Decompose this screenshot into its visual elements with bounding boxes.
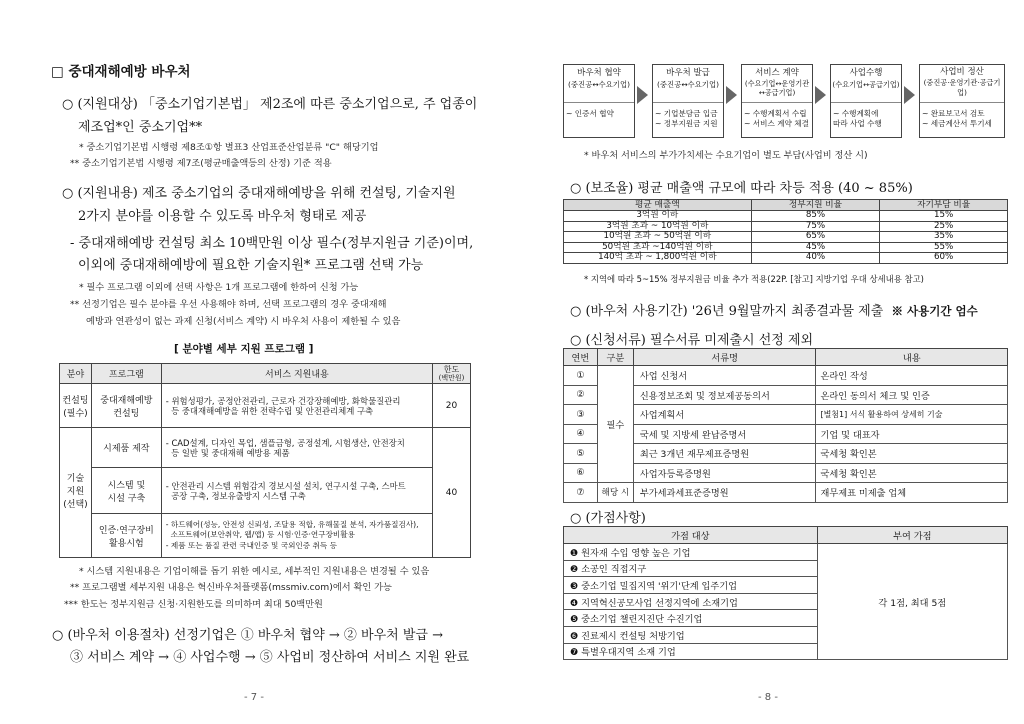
doc-name: 부가세과세표준증명원 — [633, 483, 816, 503]
col-program: 프로그램 — [91, 364, 161, 384]
col-self-ratio: 자기부담 비율 — [880, 200, 1008, 211]
self-ratio-cell: 55% — [880, 242, 1008, 253]
subsidy-rate-title: ○ (보조율) 평균 매출액 규모에 따라 차등 적용 (40 ~ 85%) — [570, 181, 913, 196]
note-4b: 예방과 연관성이 없는 과제 신청(서비스 계약) 시 바우처 사용이 제한될 수 있음 — [86, 316, 401, 327]
bonus-item-label: 중소기업 챌린지진단 수진기업 — [581, 614, 703, 626]
revenue-cell: 50억원 초과 ~140억원 이하 — [564, 242, 752, 253]
doc-type-required: 필수 — [597, 366, 633, 483]
section-title: □ 중대재해예방 바우처 — [51, 64, 191, 80]
revenue-cell: 10억원 초과 ~ 50억원 이하 — [564, 232, 752, 243]
table-row: 컨설팅 (필수) 중대재해예방 컨설팅 - 위험성평가, 공정안전관리, 근로자 건강장해예방, 화학물질관리 등 중대재해예방을 위한 전략수립 및 안전관리체계 구축 20 — [60, 384, 471, 428]
number-badge-icon: ❺ — [570, 614, 579, 626]
col-gov-ratio: 정부지원 비율 — [751, 200, 880, 211]
doc-number: ④ — [564, 424, 598, 444]
procedure-line1: ○ (바우처 이용절차) 선정기업은 ① 바우처 협약 → ② 바우처 발급 → — [52, 628, 444, 643]
col-no: 연번 — [564, 349, 598, 366]
table-row: 기술 지원 (선택) 시제품 제작 - CAD설계, 디자인 목업, 샘플금형, 공정설계, 시험생산, 안전장치 등 일반 및 중대재해 예방용 제품 40 — [60, 428, 471, 468]
bonus-item-label: 지역혁신공모사업 선정지역에 소재기업 — [581, 597, 738, 609]
doc-desc: [별첨1] 서식 활용하여 상세히 기술 — [816, 405, 1008, 425]
col-bonus-target: 가점 대상 — [564, 527, 818, 544]
note-7: *** 한도는 정부지원금 신청·지원한도를 의미하며 최대 50백만원 — [64, 599, 323, 610]
table-row: 인증·연구장비 활용시험 - 하드웨어(성능, 안전성 신뢰성, 조달용 적합, 유해물질 분석, 자가품질검사), 소프트웨어(보안취약, 웹/앱) 등 시험·인증·연구장비활용 - 제품 또는 품질 관련 국내인증 및 국외인증 취득 등 — [60, 514, 471, 558]
consulting-line1: - 중대재해예방 컨설팅 최소 10백만원 이상 필수(정부지원금 기준)이며, — [70, 236, 474, 251]
usage-period: ○ (바우처 사용기간) '26년 9월말까지 최종결과물 제출 ※ 사용기간 엄수 — [570, 304, 978, 319]
doc-desc: 기업 및 대표자 — [816, 424, 1008, 444]
bonus-item — [564, 544, 818, 561]
gov-ratio-cell: 65% — [751, 232, 880, 243]
col-desc: 내용 — [816, 349, 1008, 366]
col-bonus-points: 부여 가점 — [817, 527, 1007, 544]
arrow-right-icon — [726, 86, 737, 104]
number-badge-icon: ❻ — [570, 630, 579, 642]
number-badge-icon: ❸ — [570, 580, 579, 592]
flow-note: * 바우처 서비스의 부가가치세는 수요기업이 별도 부담(사업비 정산 시) — [584, 150, 868, 161]
note-2: ** 중소기업기본법 시행령 제7조(평균매출액등의 산정) 기준 적용 — [70, 158, 332, 169]
doc-name: 사업 신청서 — [633, 366, 816, 386]
support-target-line2: 제조업*인 중소기업** — [78, 120, 203, 135]
bonus-item — [564, 626, 818, 643]
note-5: * 시스템 지원내용은 기업이해를 돕기 위한 예시로, 세부적인 지원내용은 변경될 수 있음 — [79, 566, 430, 577]
bonus-title: ○ (가점사항) — [570, 511, 646, 526]
doc-name: 신용정보조회 및 정보제공동의서 — [633, 385, 816, 405]
doc-number: ⑦ — [564, 483, 598, 503]
flow-step-3: 서비스 계약 (수요기업↔운영기관↔공급기업) ~ 수행계획서 수립 ~ 서비스 계약 체결 — [741, 64, 813, 138]
bonus-item — [564, 643, 818, 660]
gov-ratio-cell: 75% — [751, 221, 880, 232]
table-row — [564, 221, 1008, 232]
self-ratio-cell: 60% — [880, 253, 1008, 264]
self-ratio-cell: 25% — [880, 221, 1008, 232]
gov-ratio-cell: 85% — [751, 211, 880, 222]
table-row — [564, 232, 1008, 243]
number-badge-icon: ❼ — [570, 647, 579, 659]
bonus-item-label: 소공인 직접지구 — [581, 564, 647, 576]
col-type: 구분 — [597, 349, 633, 366]
support-content-line1: ○ (지원내용) 제조 중소기업의 중대재해예방을 위해 컨설팅, 기술지원 — [62, 186, 456, 201]
page-number-8: - 8 - — [758, 692, 778, 703]
doc-desc: 온라인 작성 — [816, 366, 1008, 386]
bonus-table — [563, 526, 1008, 660]
bonus-item — [564, 610, 818, 627]
procedure-line2: ③ 서비스 계약 → ④ 사업수행 → ⑤ 사업비 정산하여 서비스 지원 완료 — [70, 650, 470, 665]
page-number-7: - 7 - — [244, 692, 264, 703]
table-row — [564, 366, 1008, 386]
table-row — [564, 544, 1008, 561]
table-row — [564, 242, 1008, 253]
doc-name: 사업자등록증명원 — [633, 463, 816, 483]
arrow-right-icon — [904, 86, 915, 104]
doc-number: ① — [564, 366, 598, 386]
doc-number: ② — [564, 385, 598, 405]
doc-number: ③ — [564, 405, 598, 425]
table-row — [564, 211, 1008, 222]
revenue-cell: 3억원 이하 — [564, 211, 752, 222]
note-6: ** 프로그램별 세부지원 내용은 혁신바우처플랫폼(mssmiv.com)에서 확인 가능 — [70, 582, 392, 593]
doc-name: 사업계획서 — [633, 405, 816, 425]
gov-ratio-cell: 40% — [751, 253, 880, 264]
bonus-item-label: 진료제시 컨설팅 처방기업 — [581, 630, 685, 642]
doc-number: ⑥ — [564, 463, 598, 483]
bonus-item — [564, 560, 818, 577]
note-3: * 필수 프로그램 이외에 선택 사항은 1개 프로그램에 한하여 신청 가능 — [79, 282, 359, 293]
self-ratio-cell: 35% — [880, 232, 1008, 243]
table-row: 시스템 및 시설 구축 - 안전관리 시스템 위험감지 경보시설 설치, 연구시설 구축, 스마트 공장 구축, 정보유출방지 시스템 구축 — [60, 468, 471, 514]
table-row — [564, 483, 1008, 503]
documents-table — [563, 348, 1008, 503]
doc-name: 국세 및 지방세 완납증명서 — [633, 424, 816, 444]
col-limit: 한도 (백만원) — [433, 364, 471, 384]
consulting-line2: 이외에 중대재해예방에 필요한 기술지원* 프로그램 선택 가능 — [78, 258, 424, 273]
bonus-points-value: 각 1점, 최대 5점 — [817, 544, 1007, 660]
doc-name: 최근 3개년 재무제표증명원 — [633, 444, 816, 464]
bonus-item-label: 특별우대지역 소재 기업 — [581, 647, 676, 659]
bonus-item — [564, 577, 818, 594]
revenue-cell: 140억 초과 ~ 1,800억원 이하 — [564, 253, 752, 264]
flow-step-5: 사업비 정산 (중진공·운영기관·공급기업) ~ 완료보고서 검토 ~ 세금계산서 투기세 — [919, 64, 1005, 138]
program-table — [59, 363, 471, 558]
support-target-line1: ○ (지원대상) 「중소기업기본법」 제2조에 따른 중소기업으로, 주 업종이 — [62, 97, 478, 112]
number-badge-icon: ❶ — [570, 547, 579, 559]
bonus-item-label: 원자재 수입 영향 높은 기업 — [581, 547, 691, 559]
flow-step-4: 사업수행 (수요기업↔공급기업) ~ 수행계획에 따라 사업 수행 — [830, 64, 902, 138]
col-field: 분야 — [60, 364, 92, 384]
doc-desc: 온라인 동의서 체크 및 인증 — [816, 385, 1008, 405]
bonus-item-label: 중소기업 밀집지역 '위기'단계 입주기업 — [581, 580, 737, 592]
flow-step-1: 바우처 협약 (중진공↔수요기업) ~ 인증서 협약 — [563, 64, 635, 138]
note-4a: ** 선정기업은 필수 분야를 우선 사용해야 하며, 선택 프로그램의 경우 중대재해 — [70, 299, 387, 310]
table-title: [ 분야별 세부 지원 프로그램 ] — [174, 343, 314, 355]
doc-desc: 국세청 확인본 — [816, 463, 1008, 483]
gov-ratio-cell: 45% — [751, 242, 880, 253]
documents-title: ○ (신청서류) 필수서류 미제출시 선정 제외 — [570, 333, 814, 348]
note-1: * 중소기업기본법 시행령 제8조①항 별표3 산업표준산업분류 "C" 해당기업 — [79, 142, 379, 153]
subsidy-table — [563, 199, 1008, 264]
bonus-item — [564, 593, 818, 610]
subsidy-note: * 지역에 따라 5~15% 정부지원금 비율 추가 적용(22P. [참고] 지방기업 우대 상세내용 참고) — [584, 274, 924, 284]
flow-step-2: 바우처 발급 (중진공↔수요기업) ~ 기업분담금 입금 ~ 정부지원금 지원 — [652, 64, 724, 138]
col-service: 서비스 지원내용 — [161, 364, 432, 384]
revenue-cell: 3억원 초과 ~ 10억원 이하 — [564, 221, 752, 232]
support-content-line2: 2가지 분야를 이용할 수 있도록 바우처 형태로 제공 — [78, 209, 367, 224]
arrow-right-icon — [637, 86, 648, 104]
doc-desc: 국세청 확인본 — [816, 444, 1008, 464]
doc-type-conditional: 해당 시 — [597, 483, 633, 503]
doc-desc: 재무제표 미제출 업체 — [816, 483, 1008, 503]
self-ratio-cell: 15% — [880, 211, 1008, 222]
number-badge-icon: ❷ — [570, 564, 579, 576]
number-badge-icon: ❹ — [570, 597, 579, 609]
col-doc: 서류명 — [633, 349, 816, 366]
table-row — [564, 253, 1008, 264]
arrow-right-icon — [815, 86, 826, 104]
doc-number: ⑤ — [564, 444, 598, 464]
col-revenue: 평균 매출액 — [564, 200, 752, 211]
